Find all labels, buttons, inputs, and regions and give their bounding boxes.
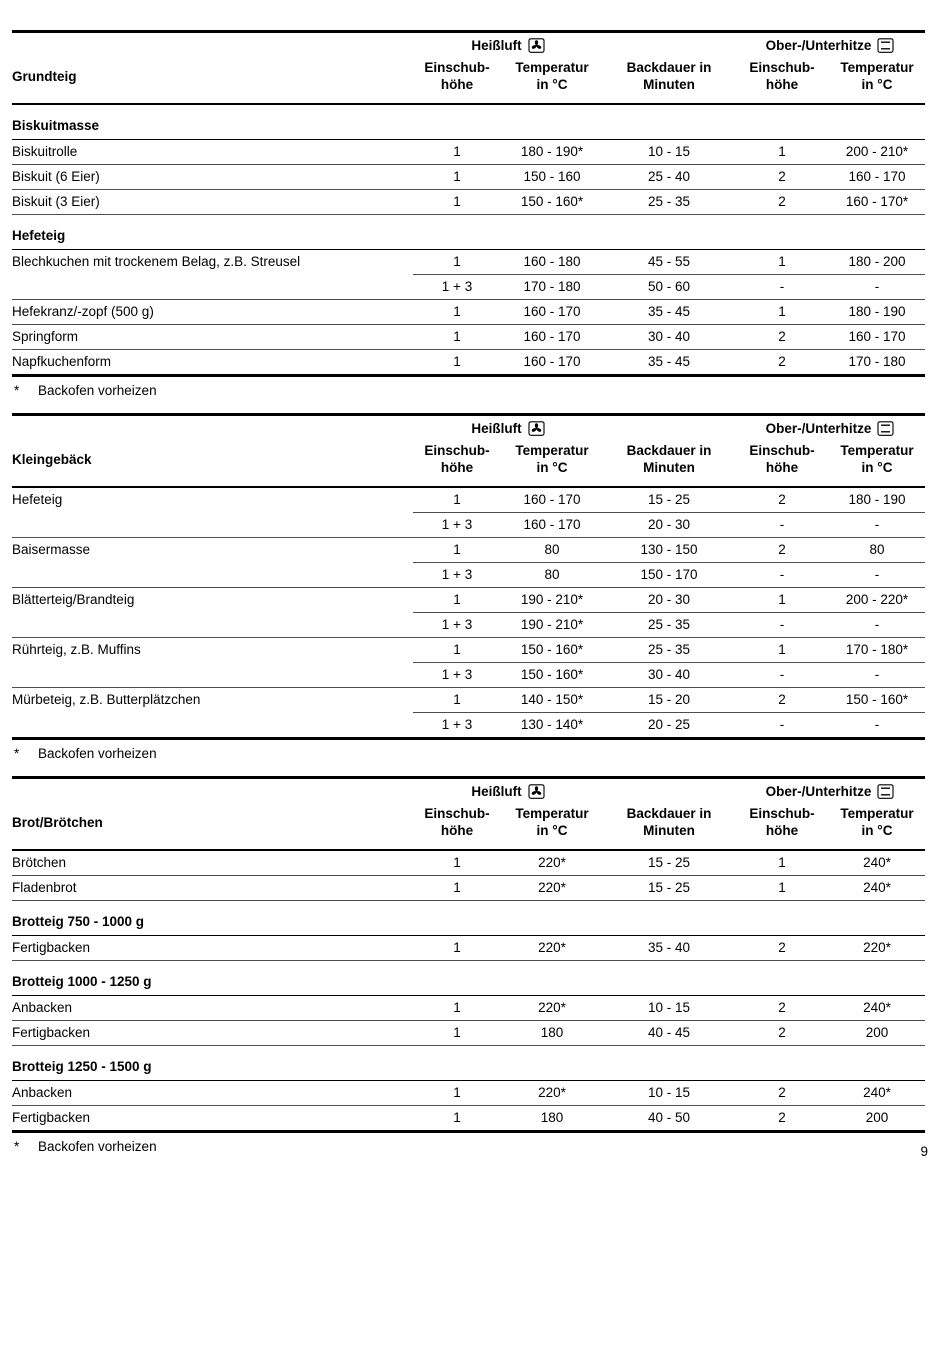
cell-value: 180 - 190* (501, 140, 603, 165)
footnote-symbol: * (14, 1139, 20, 1154)
cell-value: 180 - 190 (829, 487, 925, 513)
column-header-line: Temperatur (515, 806, 589, 821)
cell-value: 160 - 170 (501, 325, 603, 350)
column-header-line: Backdauer in (626, 443, 712, 458)
oven-settings-table (12, 776, 925, 1133)
cell-value: 2 (735, 996, 829, 1021)
column-header-row (12, 439, 925, 487)
cell-value: 1 (413, 538, 501, 563)
row-name: Brötchen (12, 850, 413, 876)
row-name: Blechkuchen mit trockenem Belag, z.B. Streusel (12, 250, 413, 300)
mode-header-row (12, 415, 925, 440)
cell-value: 2 (735, 1021, 829, 1046)
cell-value: 30 - 40 (603, 325, 735, 350)
baking-table-3 (12, 776, 925, 1155)
column-header-line: Minuten (643, 823, 695, 838)
table-row (12, 1021, 925, 1046)
table-row (12, 250, 925, 275)
cell-value: 10 - 15 (603, 1081, 735, 1106)
cell-value: - (829, 663, 925, 688)
section-header-row (12, 901, 925, 936)
column-header-line: Einschub- (749, 60, 815, 75)
cell-value: 1 (413, 850, 501, 876)
cell-value: - (829, 275, 925, 300)
table-row (12, 1106, 925, 1132)
column-header (501, 439, 603, 487)
cell-value: - (829, 563, 925, 588)
cell-value: 240* (829, 876, 925, 901)
baking-table-1 (12, 30, 925, 399)
mode-header-row (12, 778, 925, 803)
column-header-line: höhe (440, 823, 474, 838)
table-title: Kleingebäck (12, 439, 413, 487)
table-row (12, 165, 925, 190)
cell-value: 1 (413, 165, 501, 190)
section-header: Brotteig 1250 - 1500 g (12, 1046, 925, 1081)
column-header-line: Temperatur (840, 60, 914, 75)
cell-value: 200 (829, 1106, 925, 1132)
cell-value: 2 (735, 538, 829, 563)
table-row (12, 850, 925, 876)
footnote-text: Backofen vorheizen (38, 383, 157, 398)
cell-value: 170 - 180* (829, 638, 925, 663)
cell-value: - (735, 275, 829, 300)
cell-value: 1 (413, 300, 501, 325)
column-header-line: Temperatur (840, 443, 914, 458)
cell-value: 160 - 170 (829, 325, 925, 350)
cell-value: 160 - 170 (501, 513, 603, 538)
table-row (12, 190, 925, 215)
cell-value: 2 (735, 325, 829, 350)
cell-value: 2 (735, 190, 829, 215)
cell-value: 10 - 15 (603, 996, 735, 1021)
column-header (829, 802, 925, 850)
section-header: Brotteig 1000 - 1250 g (12, 961, 925, 996)
cell-value: 2 (735, 165, 829, 190)
cell-value: 170 - 180 (501, 275, 603, 300)
cell-value: 1 (413, 638, 501, 663)
cell-value: 220* (829, 936, 925, 961)
table-row (12, 996, 925, 1021)
spacer (603, 415, 735, 440)
cell-value: 80 (501, 563, 603, 588)
cell-value: 150 - 170 (603, 563, 735, 588)
cell-value: 40 - 50 (603, 1106, 735, 1132)
spacer (12, 778, 413, 803)
cell-value: 1 (735, 300, 829, 325)
top-bottom-heat-icon (877, 38, 894, 53)
table-row (12, 588, 925, 613)
baking-table-2 (12, 413, 925, 762)
cell-value: 150 - 160* (501, 190, 603, 215)
column-header-line: Temperatur (840, 806, 914, 821)
cell-value: 1 (413, 1106, 501, 1132)
mode-label-ober-unterhitze: Ober-/Unterhitze (765, 38, 872, 53)
cell-value: 2 (735, 1081, 829, 1106)
cell-value: - (829, 713, 925, 739)
column-header (413, 439, 501, 487)
cell-value: 160 - 170 (501, 350, 603, 376)
cell-value: - (735, 713, 829, 739)
cell-value: 1 (413, 936, 501, 961)
column-header-line: Temperatur (515, 60, 589, 75)
column-header (735, 439, 829, 487)
table-row (12, 936, 925, 961)
mode-label-ober-unterhitze: Ober-/Unterhitze (765, 421, 872, 436)
cell-value: 35 - 40 (603, 936, 735, 961)
row-name: Mürbeteig, z.B. Butterplätzchen (12, 688, 413, 739)
cell-value: 1 (413, 688, 501, 713)
footnote-text: Backofen vorheizen (38, 746, 157, 761)
mode-header-ober-unterhitze (735, 415, 925, 440)
column-header (603, 56, 735, 104)
cell-value: 1 (413, 250, 501, 275)
cell-value: 1 + 3 (413, 663, 501, 688)
footnote (12, 740, 925, 762)
oven-settings-table (12, 30, 925, 377)
table-row (12, 538, 925, 563)
mode-label-ober-unterhitze: Ober-/Unterhitze (765, 784, 872, 799)
cell-value: 1 (413, 588, 501, 613)
column-header-line: Minuten (643, 77, 695, 92)
cell-value: 1 (413, 996, 501, 1021)
column-header (413, 56, 501, 104)
mode-label-heissluft: Heißluft (471, 38, 522, 53)
column-header-line: Backdauer in (626, 60, 712, 75)
cell-value: 2 (735, 936, 829, 961)
cell-value: 180 - 200 (829, 250, 925, 275)
mode-header-heissluft (413, 32, 603, 57)
column-header-line: Einschub- (424, 60, 490, 75)
footnote (12, 1133, 925, 1155)
cell-value: 240* (829, 1081, 925, 1106)
cell-value: 1 (413, 1081, 501, 1106)
section-header: Biskuitmasse (12, 104, 925, 140)
cell-value: 220* (501, 996, 603, 1021)
cell-value: - (735, 663, 829, 688)
cell-value: 80 (829, 538, 925, 563)
table-row (12, 876, 925, 901)
cell-value: 1 (735, 638, 829, 663)
column-header (501, 56, 603, 104)
column-header-line: höhe (440, 460, 474, 475)
cell-value: 80 (501, 538, 603, 563)
column-header (413, 802, 501, 850)
column-header-line: Einschub- (424, 806, 490, 821)
baking-tables-area (12, 30, 925, 1155)
cell-value: 2 (735, 350, 829, 376)
page-number: 9 (920, 1144, 928, 1159)
cell-value: 1 + 3 (413, 513, 501, 538)
spacer (603, 778, 735, 803)
row-name: Fertigbacken (12, 1106, 413, 1132)
mode-header-heissluft (413, 778, 603, 803)
column-header-line: Einschub- (424, 443, 490, 458)
mode-header-ober-unterhitze (735, 778, 925, 803)
column-header-line: höhe (765, 823, 799, 838)
cell-value: - (735, 613, 829, 638)
cell-value: 35 - 45 (603, 350, 735, 376)
cell-value: 20 - 30 (603, 588, 735, 613)
section-header-row (12, 1046, 925, 1081)
cell-value: - (829, 613, 925, 638)
cell-value: 240* (829, 850, 925, 876)
cell-value: 25 - 35 (603, 190, 735, 215)
column-header-row (12, 802, 925, 850)
column-header-line: höhe (765, 460, 799, 475)
table-row (12, 1081, 925, 1106)
cell-value: 1 (413, 350, 501, 376)
cell-value: 15 - 25 (603, 487, 735, 513)
fan-icon (528, 421, 545, 436)
cell-value: 1 (735, 588, 829, 613)
cell-value: 20 - 30 (603, 513, 735, 538)
cell-value: 180 (501, 1106, 603, 1132)
cell-value: 160 - 170 (829, 165, 925, 190)
cell-value: 2 (735, 487, 829, 513)
cell-value: 20 - 25 (603, 713, 735, 739)
cell-value: 130 - 140* (501, 713, 603, 739)
cell-value: 1 + 3 (413, 613, 501, 638)
cell-value: 160 - 170 (501, 300, 603, 325)
column-header-line: höhe (440, 77, 474, 92)
column-header-line: Backdauer in (626, 806, 712, 821)
cell-value: - (735, 513, 829, 538)
row-name: Fertigbacken (12, 936, 413, 961)
cell-value: 1 + 3 (413, 275, 501, 300)
cell-value: 1 + 3 (413, 563, 501, 588)
cell-value: 45 - 55 (603, 250, 735, 275)
fan-icon (528, 784, 545, 799)
row-name: Hefekranz/-zopf (500 g) (12, 300, 413, 325)
cell-value: 1 (413, 140, 501, 165)
top-bottom-heat-icon (877, 784, 894, 799)
cell-value: 1 (413, 487, 501, 513)
row-name: Springform (12, 325, 413, 350)
row-name: Hefeteig (12, 487, 413, 538)
oven-settings-table (12, 413, 925, 740)
cell-value: 25 - 35 (603, 613, 735, 638)
cell-value: 220* (501, 876, 603, 901)
cell-value: - (735, 563, 829, 588)
table-row (12, 140, 925, 165)
cell-value: 200 - 210* (829, 140, 925, 165)
row-name: Anbacken (12, 1081, 413, 1106)
table-row (12, 638, 925, 663)
cell-value: 1 (413, 190, 501, 215)
row-name: Rührteig, z.B. Muffins (12, 638, 413, 688)
cell-value: 1 (413, 325, 501, 350)
cell-value: 150 - 160* (829, 688, 925, 713)
footnote-text: Backofen vorheizen (38, 1139, 157, 1154)
cell-value: 50 - 60 (603, 275, 735, 300)
column-header (501, 802, 603, 850)
mode-header-ober-unterhitze (735, 32, 925, 57)
cell-value: 2 (735, 688, 829, 713)
column-header-row (12, 56, 925, 104)
row-name: Fertigbacken (12, 1021, 413, 1046)
cell-value: 220* (501, 936, 603, 961)
cell-value: 160 - 180 (501, 250, 603, 275)
row-name: Biskuit (6 Eier) (12, 165, 413, 190)
table-row (12, 688, 925, 713)
table-row (12, 325, 925, 350)
fan-icon (528, 38, 545, 53)
cell-value: 40 - 45 (603, 1021, 735, 1046)
cell-value: 1 (735, 140, 829, 165)
table-row (12, 350, 925, 376)
column-header (829, 56, 925, 104)
cell-value: 1 + 3 (413, 713, 501, 739)
cell-value: 140 - 150* (501, 688, 603, 713)
section-header-row (12, 961, 925, 996)
mode-header-heissluft (413, 415, 603, 440)
column-header-line: höhe (765, 77, 799, 92)
cell-value: 15 - 25 (603, 850, 735, 876)
cell-value: 1 (735, 876, 829, 901)
column-header-line: in °C (536, 823, 568, 838)
cell-value: 190 - 210* (501, 588, 603, 613)
cell-value: 200 - 220* (829, 588, 925, 613)
mode-label-heissluft: Heißluft (471, 784, 522, 799)
cell-value: 220* (501, 850, 603, 876)
cell-value: 25 - 40 (603, 165, 735, 190)
cell-value: 180 - 190 (829, 300, 925, 325)
column-header-line: Temperatur (515, 443, 589, 458)
row-name: Anbacken (12, 996, 413, 1021)
cell-value: 200 (829, 1021, 925, 1046)
column-header-line: Minuten (643, 460, 695, 475)
top-bottom-heat-icon (877, 421, 894, 436)
row-name: Biskuitrolle (12, 140, 413, 165)
footnote-symbol: * (14, 746, 20, 761)
cell-value: 150 - 160* (501, 638, 603, 663)
column-header-line: in °C (536, 77, 568, 92)
footnote (12, 377, 925, 399)
column-header (735, 56, 829, 104)
section-header-row (12, 104, 925, 140)
cell-value: 150 - 160 (501, 165, 603, 190)
footnote-symbol: * (14, 383, 20, 398)
cell-value: 15 - 25 (603, 876, 735, 901)
table-row (12, 487, 925, 513)
cell-value: 1 (735, 850, 829, 876)
row-name: Napfkuchenform (12, 350, 413, 376)
row-name: Baisermasse (12, 538, 413, 588)
row-name: Biskuit (3 Eier) (12, 190, 413, 215)
cell-value: 10 - 15 (603, 140, 735, 165)
cell-value: 130 - 150 (603, 538, 735, 563)
column-header-line: in °C (861, 823, 893, 838)
cell-value: 170 - 180 (829, 350, 925, 376)
table-title: Grundteig (12, 56, 413, 104)
column-header (603, 802, 735, 850)
cell-value: 1 (413, 876, 501, 901)
cell-value: 15 - 20 (603, 688, 735, 713)
cell-value: 160 - 170 (501, 487, 603, 513)
column-header (829, 439, 925, 487)
cell-value: 160 - 170* (829, 190, 925, 215)
cell-value: 25 - 35 (603, 638, 735, 663)
cell-value: 190 - 210* (501, 613, 603, 638)
cell-value: - (829, 513, 925, 538)
column-header-line: Einschub- (749, 806, 815, 821)
mode-label-heissluft: Heißluft (471, 421, 522, 436)
spacer (603, 32, 735, 57)
row-name: Fladenbrot (12, 876, 413, 901)
column-header-line: in °C (536, 460, 568, 475)
section-header: Hefeteig (12, 215, 925, 250)
cell-value: 1 (413, 1021, 501, 1046)
section-header-row (12, 215, 925, 250)
column-header-line: Einschub- (749, 443, 815, 458)
cell-value: 2 (735, 1106, 829, 1132)
cell-value: 180 (501, 1021, 603, 1046)
row-name: Blätterteig/Brandteig (12, 588, 413, 638)
mode-header-row (12, 32, 925, 57)
section-header: Brotteig 750 - 1000 g (12, 901, 925, 936)
cell-value: 240* (829, 996, 925, 1021)
cell-value: 220* (501, 1081, 603, 1106)
cell-value: 30 - 40 (603, 663, 735, 688)
cell-value: 1 (735, 250, 829, 275)
column-header-line: in °C (861, 460, 893, 475)
table-title: Brot/Brötchen (12, 802, 413, 850)
column-header (603, 439, 735, 487)
column-header-line: in °C (861, 77, 893, 92)
cell-value: 35 - 45 (603, 300, 735, 325)
spacer (12, 32, 413, 57)
table-row (12, 300, 925, 325)
cell-value: 150 - 160* (501, 663, 603, 688)
column-header (735, 802, 829, 850)
spacer (12, 415, 413, 440)
